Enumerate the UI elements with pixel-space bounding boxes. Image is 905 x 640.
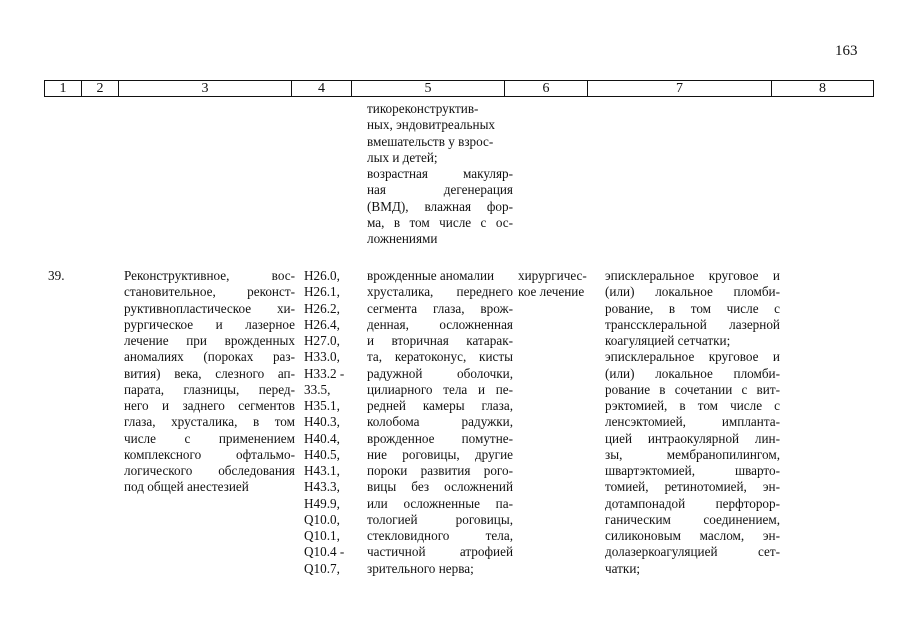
text-line: аномалиях (пороках раз- [124, 349, 295, 365]
text-line: ная дегенерация [367, 182, 513, 198]
text-line: эписклеральное круговое и [605, 268, 780, 283]
text-line: стекловидного тела, [367, 528, 513, 543]
text-line: силиконовым маслом, эн- [605, 528, 780, 543]
icd-code: H26.0, [304, 268, 340, 283]
row-39-col4-icd-codes [304, 268, 360, 577]
text-line: коагуляцией сетчатки; [605, 333, 731, 348]
text-line: долазеркоагуляцией сет- [605, 544, 780, 560]
text-line: рование в сочетании с вит- [605, 381, 780, 397]
text-line: колобома радужки, [367, 414, 513, 430]
text-line: (или) локальное пломби- [605, 365, 780, 381]
icd-code: H26.1, [304, 284, 340, 300]
text-line: вмешательств у взрос- [367, 133, 494, 149]
icd-code: H40.3, [304, 414, 340, 430]
icd-code: H40.4, [304, 430, 340, 446]
header-col-3: 3 [119, 81, 292, 97]
text-line: возрастная макуляр- [367, 166, 513, 181]
text-line: лечение при врожденных [124, 333, 295, 348]
icd-code: H40.5, [304, 446, 340, 462]
text-line: ложнениями [367, 231, 438, 246]
text-line: зрительного нерва; [367, 560, 474, 576]
text-line: сегмента глаза, врож- [367, 300, 513, 316]
icd-code: H33.2 - [304, 365, 345, 381]
header-col-8: 8 [772, 81, 874, 97]
icd-code: H33.0, [304, 349, 340, 365]
row-39-col7-treatment-method [605, 268, 780, 577]
text-line: парата, глазницы, перед- [124, 381, 295, 397]
text-line: хрусталика, переднего [367, 284, 513, 300]
text-line: радужной оболочки, [367, 365, 513, 381]
icd-code: H27.0, [304, 333, 340, 348]
text-line: глаза, хрусталика, в том [124, 414, 295, 430]
text-line: числе с применением [124, 430, 295, 446]
text-line: рэктомией, в том числе с [605, 398, 780, 413]
text-line: ленсэктомией, импланта- [605, 414, 780, 430]
icd-code: H49.9, [304, 495, 340, 511]
text-line: рование, в том числе с [605, 300, 780, 316]
header-col-4: 4 [292, 81, 352, 97]
icd-code: Q10.7, [304, 560, 340, 576]
row-39-number: 39. [48, 268, 65, 283]
text-line: руктивнопластическое хи- [124, 300, 295, 316]
icd-code: Q10.1, [304, 528, 340, 543]
icd-code: Q10.4 - [304, 544, 345, 560]
header-col-2: 2 [82, 81, 119, 97]
page-number: 163 [835, 43, 858, 59]
text-line: ние роговицы, другие [367, 446, 513, 462]
icd-code: H43.1, [304, 463, 340, 478]
icd-code: Q10.0, [304, 511, 340, 527]
icd-code: H43.3, [304, 479, 340, 495]
text-line: становительное, реконст- [124, 284, 295, 300]
text-line: лых и детей; [367, 149, 438, 165]
continuation-col5 [367, 101, 513, 247]
text-line: или осложненные па- [367, 495, 513, 511]
row-39-col6-treatment-type [518, 268, 598, 301]
icd-code: H26.2, [304, 300, 340, 316]
text-line: комплексного офтальмо- [124, 446, 295, 462]
text-line: та, кератоконус, кисты [367, 349, 513, 365]
text-line: швартэктомией, шварто- [605, 463, 780, 478]
row-number [48, 268, 78, 284]
text-line: цией интраокулярной лин- [605, 430, 780, 446]
text-line: (или) локальное пломби- [605, 284, 780, 300]
header-col-7: 7 [588, 81, 772, 97]
icd-code: 33.5, [304, 381, 331, 397]
header-col-5: 5 [352, 81, 505, 97]
text-line: хирургичес- [518, 268, 587, 283]
header-col-6: 6 [505, 81, 588, 97]
row-39-col3-method [124, 268, 295, 496]
header-col-1: 1 [45, 81, 82, 97]
text-line: Реконструктивное, вос- [124, 268, 295, 283]
text-line: редней камеры глаза, [367, 398, 513, 413]
column-number-header [44, 80, 874, 97]
text-line: вития) века, слезного ап- [124, 365, 295, 381]
text-line: (ВМД), влажная фор- [367, 198, 513, 214]
text-line: частичной атрофией [367, 544, 513, 560]
text-line: тологией роговицы, [367, 511, 513, 527]
text-line: пороки развития рого- [367, 463, 513, 478]
text-line: логического обследования [124, 463, 295, 478]
text-line: ных, эндовитреальных [367, 117, 496, 133]
text-line: врожденное помутне- [367, 430, 513, 446]
text-line: врожденные аномалии [367, 268, 495, 283]
row-39-col5-diagnosis [367, 268, 513, 577]
text-line: рургическое и лазерное [124, 316, 295, 332]
text-line: тикореконструктив- [367, 101, 479, 116]
text-line: и вторичная катарак- [367, 333, 513, 348]
text-line: ма, в том числе с ос- [367, 214, 513, 230]
text-line: денная, осложненная [367, 316, 513, 332]
text-line: эписклеральное круговое и [605, 349, 780, 365]
text-line: томией, ретинотомией, эн- [605, 479, 780, 495]
text-line: него и заднего сегментов [124, 398, 295, 413]
text-line: зы, мембранопилингом, [605, 446, 780, 462]
icd-code: H35.1, [304, 398, 340, 413]
text-line: цилиарного тела и пе- [367, 381, 513, 397]
text-line: чатки; [605, 560, 641, 576]
icd-code: H26.4, [304, 316, 340, 332]
text-line: вицы без осложнений [367, 479, 513, 495]
text-line: кое лечение [518, 284, 585, 300]
text-line: под общей анестезией [124, 479, 249, 495]
text-line: транссклеральной лазерной [605, 316, 780, 332]
text-line: ганическим соединением, [605, 511, 780, 527]
text-line: дотампонадой перфторор- [605, 495, 780, 511]
